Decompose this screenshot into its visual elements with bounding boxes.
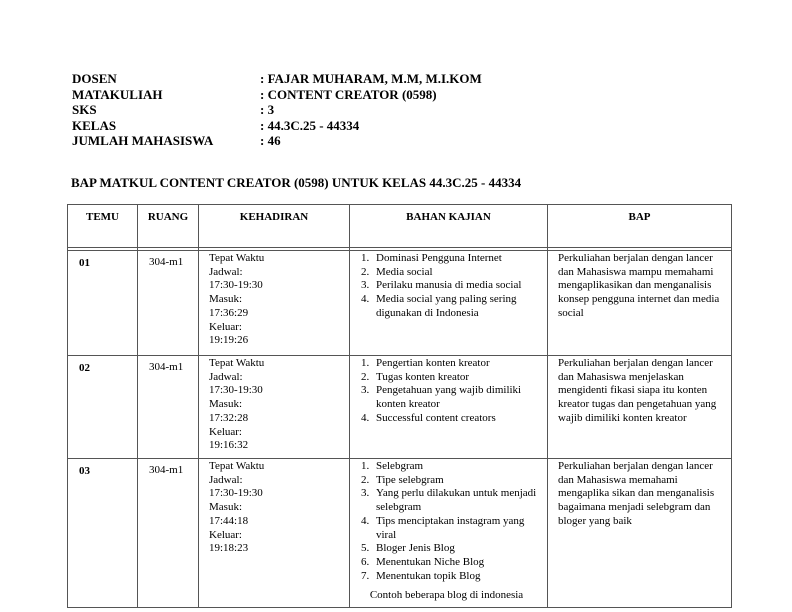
info-value: : 44.3C.25 - 44334 [260, 117, 360, 133]
cell-kehadiran [199, 459, 350, 608]
cell-temu: 03 [68, 459, 138, 608]
table-row [68, 251, 732, 356]
kehadiran-jadwal-label: Jadwal: [209, 265, 243, 278]
info-row-dosen [72, 71, 482, 87]
cell-temu: 02 [68, 356, 138, 459]
kehadiran-jadwal-label: Jadwal: [209, 370, 243, 383]
topic-item: 2. Media social [372, 266, 541, 280]
info-row-sks [72, 102, 482, 118]
topic-list [352, 357, 541, 426]
bap-table [67, 204, 732, 608]
cell-bahan-kajian [350, 459, 548, 608]
info-label: DOSEN [72, 71, 117, 86]
table-row [68, 356, 732, 459]
column-header-temu: TEMU [68, 205, 138, 248]
info-value: : FAJAR MUHARAM, M.M, M.I.KOM [260, 71, 482, 86]
cell-bahan-kajian [350, 251, 548, 356]
topic-extra-note: Contoh beberapa blog di indonesia [369, 589, 524, 602]
column-header-ruang: RUANG [138, 205, 199, 248]
topic-list [352, 460, 541, 583]
topic-item: 4. Tips menciptakan instagram yang viral [372, 515, 541, 542]
topic-item: 3. Pengetahuan yang wajib dimiliki konten kreator [372, 384, 541, 411]
document-title: BAP MATKUL CONTENT CREATOR (0598) UNTUK KELAS 44.3C.25 - 44334 [71, 175, 522, 190]
cell-ruang: 304-m1 [138, 459, 199, 608]
cell-kehadiran [199, 356, 350, 459]
cell-kehadiran [199, 251, 350, 356]
cell-bap: Perkuliahan berjalan dengan lancer dan Mahasiswa memahami mengaplika sikan dan menganalisis bagaimana menjadi selebgram dan bloger yang baik [548, 459, 732, 608]
info-row-kelas [72, 118, 482, 134]
cell-bap: Perkuliahan berjalan dengan lancer dan Mahasiswa mampu memahami mengaplikasikan dan menganalisis konsep pengguna internet dan media social [548, 251, 732, 356]
kehadiran-jadwal-value: 17:30-19:30 [209, 487, 263, 500]
kehadiran-status: Tepat Waktu [209, 357, 265, 369]
cell-bahan-kajian [350, 356, 548, 459]
info-value: : 46 [260, 133, 281, 148]
kehadiran-masuk-label: Masuk: [209, 293, 242, 306]
kehadiran-keluar-value: 19:18:23 [209, 542, 249, 555]
topic-item: 2. Tugas konten kreator [372, 371, 541, 385]
cell-ruang: 304-m1 [138, 251, 199, 356]
info-label: SKS [72, 102, 97, 117]
topic-item: 6. Menentukan Niche Blog [372, 556, 541, 570]
kehadiran-keluar-label: Keluar: [209, 528, 242, 541]
cell-ruang: 304-m1 [138, 356, 199, 459]
kehadiran-keluar-label: Keluar: [209, 320, 242, 333]
header-info [72, 71, 482, 149]
kehadiran-keluar-value: 19:19:26 [209, 334, 249, 347]
column-header-bap: BAP [548, 205, 732, 248]
kehadiran-jadwal-label: Jadwal: [209, 473, 243, 486]
cell-temu: 01 [68, 251, 138, 356]
column-header-kehadiran: KEHADIRAN [199, 205, 350, 248]
topic-item: 3. Perilaku manusia di media social [372, 279, 541, 293]
kehadiran-status: Tepat Waktu [209, 460, 265, 472]
kehadiran-status: Tepat Waktu [209, 252, 265, 264]
kehadiran-jadwal-value: 17:30-19:30 [209, 384, 263, 397]
info-label: JUMLAH MAHASISWA [72, 133, 214, 148]
topic-item: 1. Pengertian konten kreator [372, 357, 541, 371]
topic-item: 4. Media social yang paling sering digunakan di Indonesia [372, 293, 541, 320]
info-label: KELAS [72, 117, 117, 133]
table-row [68, 459, 732, 608]
info-value: : CONTENT CREATOR (0598) [260, 86, 437, 102]
kehadiran-masuk-value: 17:36:29 [209, 306, 249, 319]
topic-item: 2. Tipe selebgram [372, 474, 541, 488]
kehadiran-masuk-value: 17:44:18 [209, 514, 249, 527]
column-header-bahan-kajian: BAHAN KAJIAN [350, 205, 548, 248]
info-row-jumlah-mahasiswa [72, 133, 482, 149]
topic-list [352, 252, 541, 321]
kehadiran-masuk-value: 17:32:28 [209, 411, 249, 424]
kehadiran-jadwal-value: 17:30-19:30 [209, 279, 263, 292]
topic-item: 1. Selebgram [372, 460, 541, 474]
kehadiran-keluar-value: 19:16:32 [209, 439, 249, 452]
topic-item: 7. Menentukan topik Blog [372, 570, 541, 584]
topic-item: 3. Yang perlu dilakukan untuk menjadi selebgram [372, 487, 541, 514]
topic-item: 1. Dominasi Pengguna Internet [372, 252, 541, 266]
cell-bap: Perkuliahan berjalan dengan lancer dan Mahasiswa menjelaskan mengidenti fikasi siapa itu konten kreator tugas dan pengetahuan yang wajib dimiliki konten kreator [548, 356, 732, 459]
info-label: MATAKULIAH [72, 86, 163, 102]
topic-item: 4. Successful content creators [372, 412, 541, 426]
info-row-matakuliah [72, 87, 482, 103]
kehadiran-masuk-label: Masuk: [209, 398, 242, 411]
topic-item: 5. Bloger Jenis Blog [372, 542, 541, 556]
info-value: : 3 [260, 102, 275, 117]
kehadiran-masuk-label: Masuk: [209, 501, 242, 514]
table-header-row [68, 205, 732, 248]
kehadiran-keluar-label: Keluar: [209, 425, 242, 438]
